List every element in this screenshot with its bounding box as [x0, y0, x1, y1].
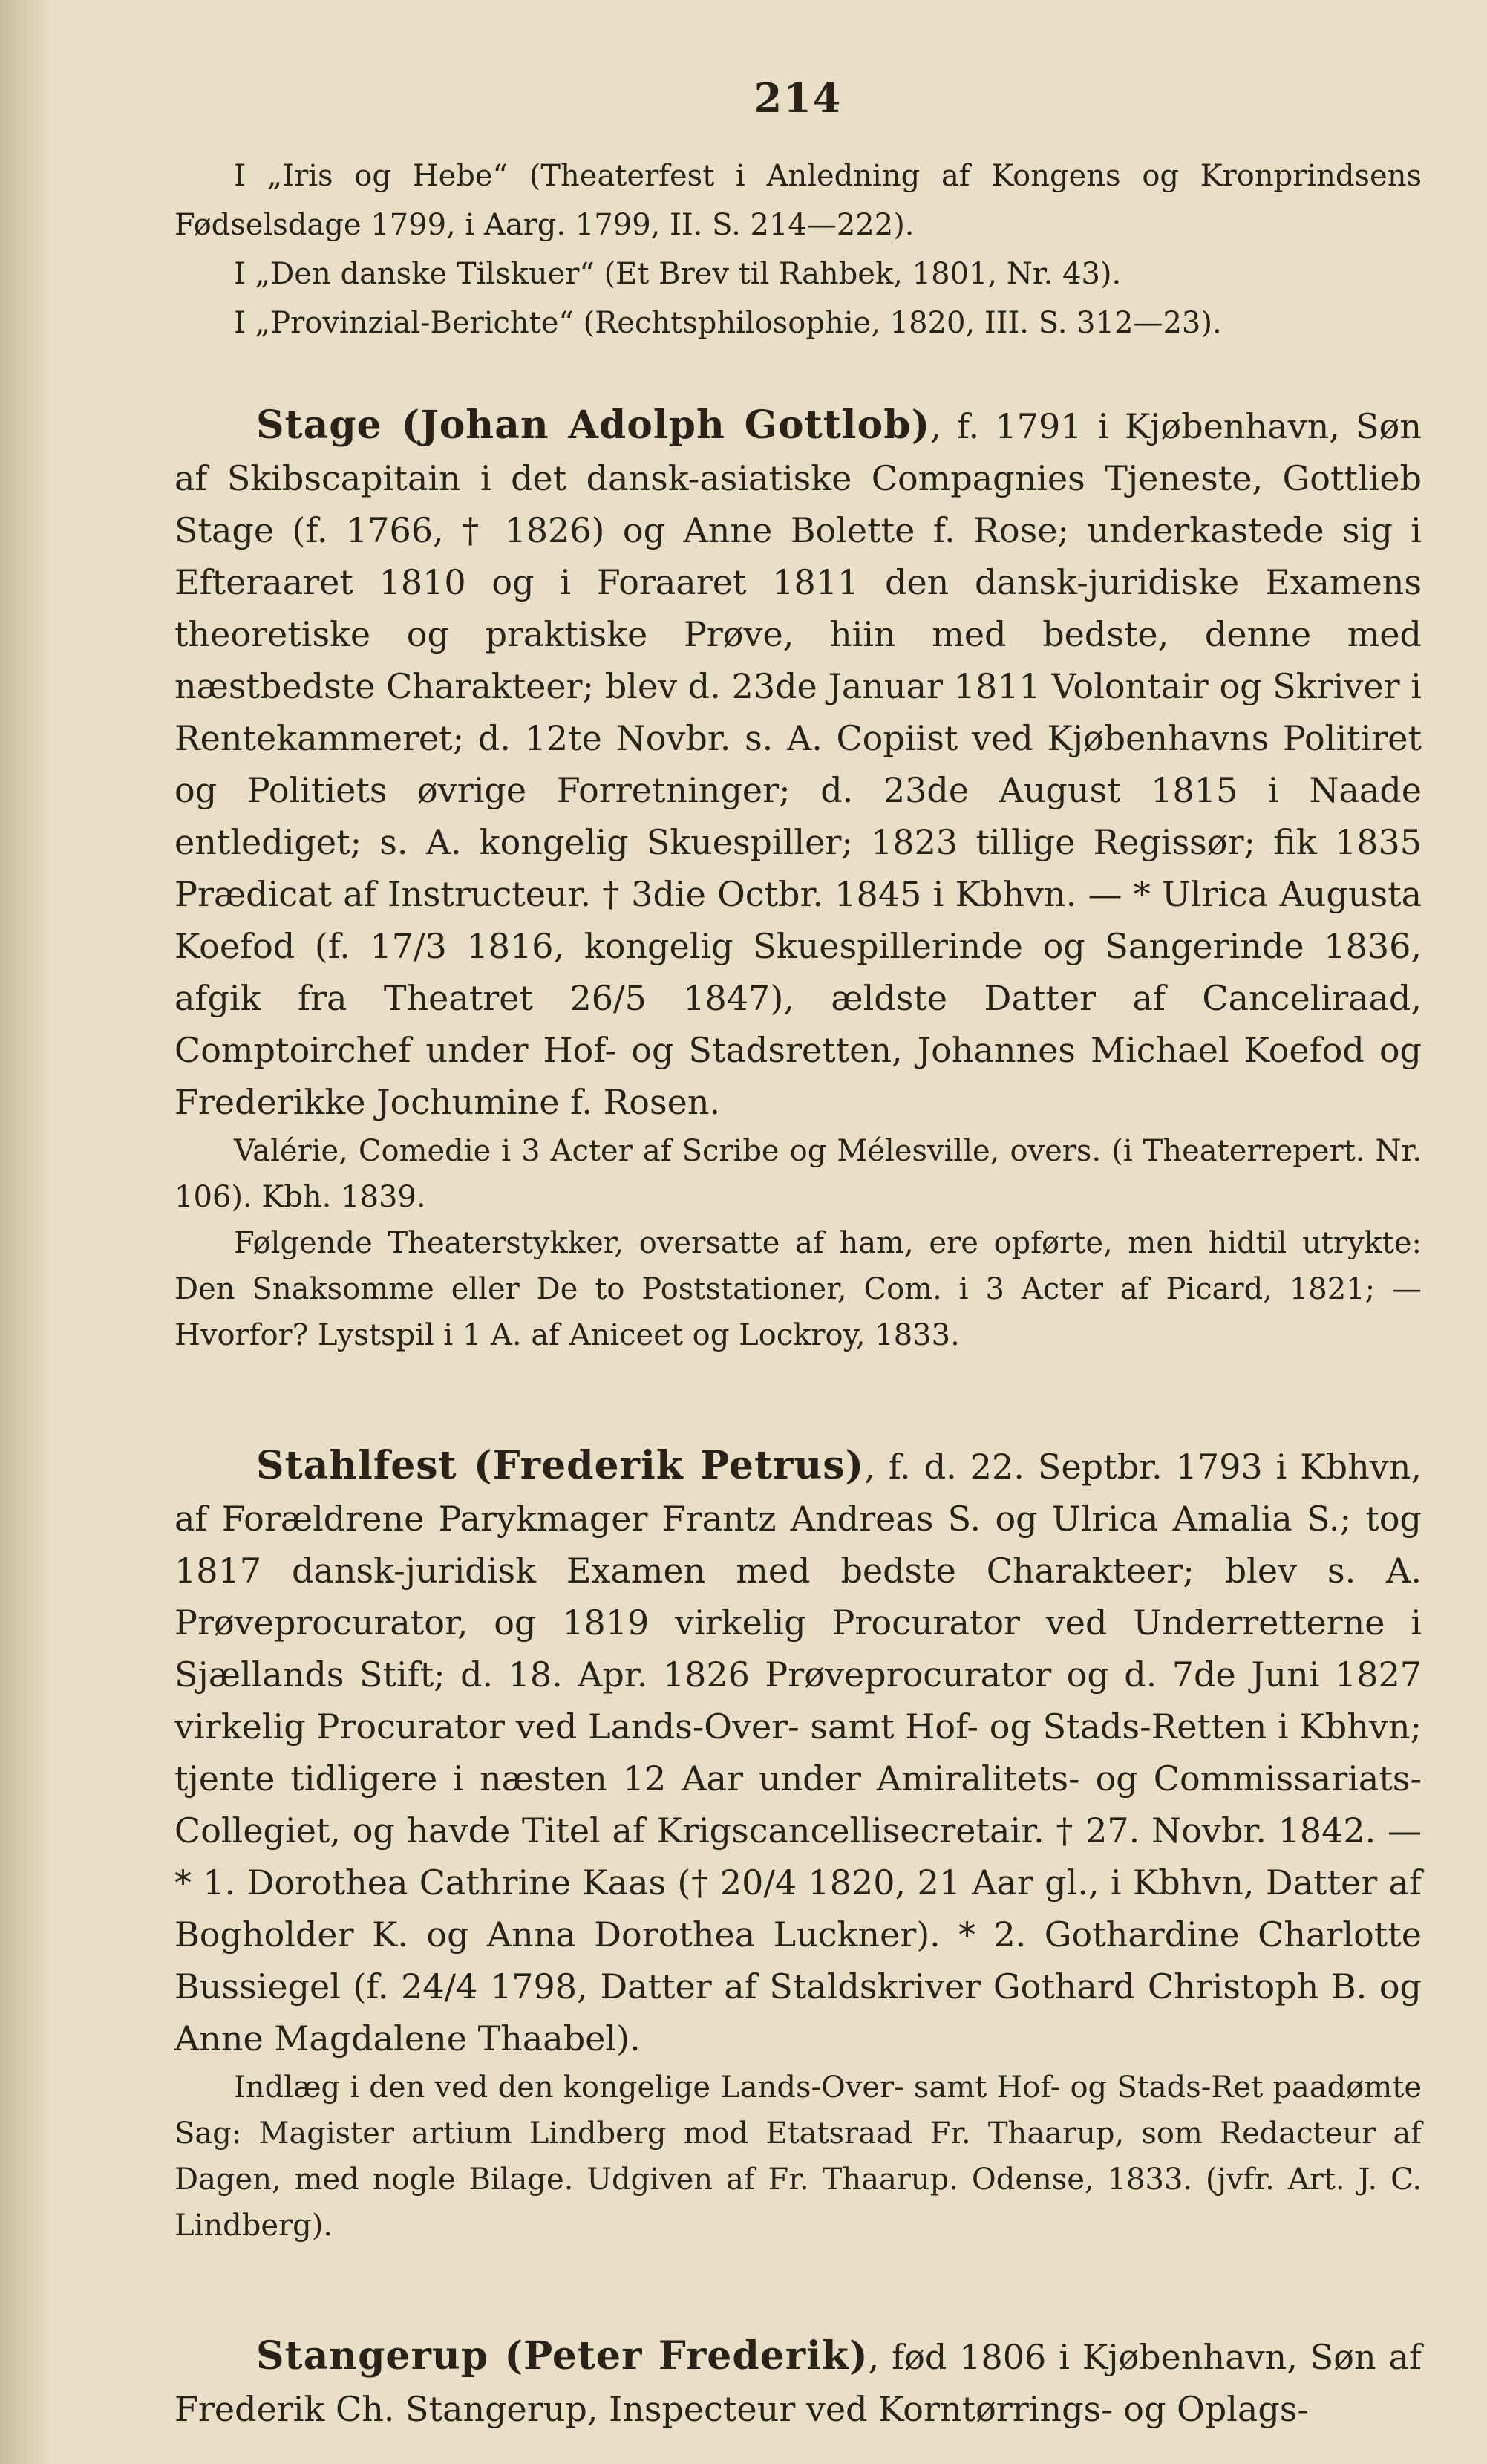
spacer	[174, 2249, 1422, 2330]
reference-line: I „Den danske Tilskuer“ (Et Brev til Rahbek, 1801, Nr. 43).	[234, 257, 1122, 291]
reference-line: I „Iris og Hebe“ (Theaterfest i Anledning af Kongens og Kronprindsens Fødselsdage 1799, i Aarg. 1799, II. S. 214—222).	[174, 159, 1422, 242]
entry-text: , fød 1806 i Kjøbenhavn, Søn af Frederik Ch. Stangerup, Inspecteur ved Korntørrings- og Oplags-	[174, 2337, 1422, 2429]
entry-name: Stangerup (Peter Frederik)	[256, 2333, 869, 2379]
entry-text: , f. d. 22. Septbr. 1793 i Kbhvn, af Forældrene Parykmager Frantz Andreas S. og Ulrica Amalia S.; tog 1817 dansk-juridisk Examen med bedste Charakteer; blev s. A. Prøveprocurator, og 1819 virkelig Procurator ved Underretterne i Sjællands Stift; d. 18. Apr. 1826 Prøveprocurator og d. 7de Juni 1827 virkelig Procurator ved Lands-Over- samt Hof- og Stads-Retten i Kbhvn; tjente tidligere i næsten 12 Aar under Amiralitets- og Commissariats-Collegiet, og havde Titel af Krigscancellisecretair. † 27. Novbr. 1842. — * 1. Dorothea Cathrine Kaas († 20/4 1820, 21 Aar gl., i Kbhvn, Datter af Bogholder K. og Anna Dorothea Luckner). * 2. Gothardine Charlotte Bussiegel (f. 24/4 1798, Datter af Staldskriver Gothard Christoph B. og Anne Magdalene Thaabel).	[174, 1447, 1422, 2059]
entry-text: , f. 1791 i Kjøbenhavn, Søn af Skibscapitain i det dansk-asiatiske Compagnies Tjeneste, Gottlieb Stage (f. 1766, † 1826) og Anne Bolette f. Rose; underkastede sig i Efteraaret 1810 og i Foraaret 1811 den dansk-juridiske Examens theoretiske og praktiske Prøve, hiin med bedste, denne med næstbedste Charakteer; blev d. 23de Januar 1811 Volontair og Skriver i Rentekammeret; d. 12te Novbr. s. A. Copiist ved Kjøbenhavns Politiret og Politiets øvrige Forretninger; d. 23de August 1815 i Naade entlediget; s. A. kongelig Skuespiller; 1823 tillige Regissør; fik 1835 Prædicat af Instructeur. † 3die Octbr. 1845 i Kbhvn. — * Ulrica Augusta Koefod (f. 17/3 1816, kongelig Skuespillerinde og Sangerinde 1836, afgik fra Theatret 26/5 1847), ældste Datter af Canceliraad, Comptoirchef under Hof- og Stadsretten, Johannes Michael Koefod og Frederikke Jochumine f. Rosen.	[174, 406, 1422, 1122]
page-number: 214	[754, 74, 843, 122]
book-page	[174, 74, 1422, 2435]
work-note: Valérie, Comedie i 3 Acter af Scribe og Mélesville, overs. (i Theaterrepert. Nr. 106). Kbh. 1839.	[174, 1134, 1422, 1214]
biography-entry	[174, 400, 1422, 1128]
biography-entry	[174, 1440, 1422, 2064]
book-gutter-shadow	[0, 0, 52, 2464]
work-note: Følgende Theaterstykker, oversatte af ham, ere opførte, men hidtil utrykte: Den Snaksomme eller De to Poststationer, Com. i 3 Acter af Picard, 1821; — Hvorfor? Lystspil i 1 A. af Aniceet og Lockroy, 1833.	[174, 1226, 1422, 1352]
entry-name: Stahlfest (Frederik Petrus)	[256, 1443, 865, 1488]
entry-name: Stage (Johan Adolph Gottlob)	[256, 402, 931, 448]
biography-entry	[174, 2330, 1422, 2435]
work-note: Indlæg i den ved den kongelige Lands-Over- samt Hof- og Stads-Ret paadømte Sag: Magister artium Lindberg mod Etatsraad Fr. Thaarup, som Redacteur af Dagen, med nogle Bilage. Udgiven af Fr. Thaarup. Odense, 1833. (jvfr. Art. J. C. Lindberg).	[174, 2070, 1422, 2243]
spacer	[174, 1358, 1422, 1440]
reference-line: I „Provinzial-Berichte“ (Rechtsphilosophie, 1820, III. S. 312—23).	[234, 306, 1222, 340]
spacer	[174, 348, 1422, 400]
